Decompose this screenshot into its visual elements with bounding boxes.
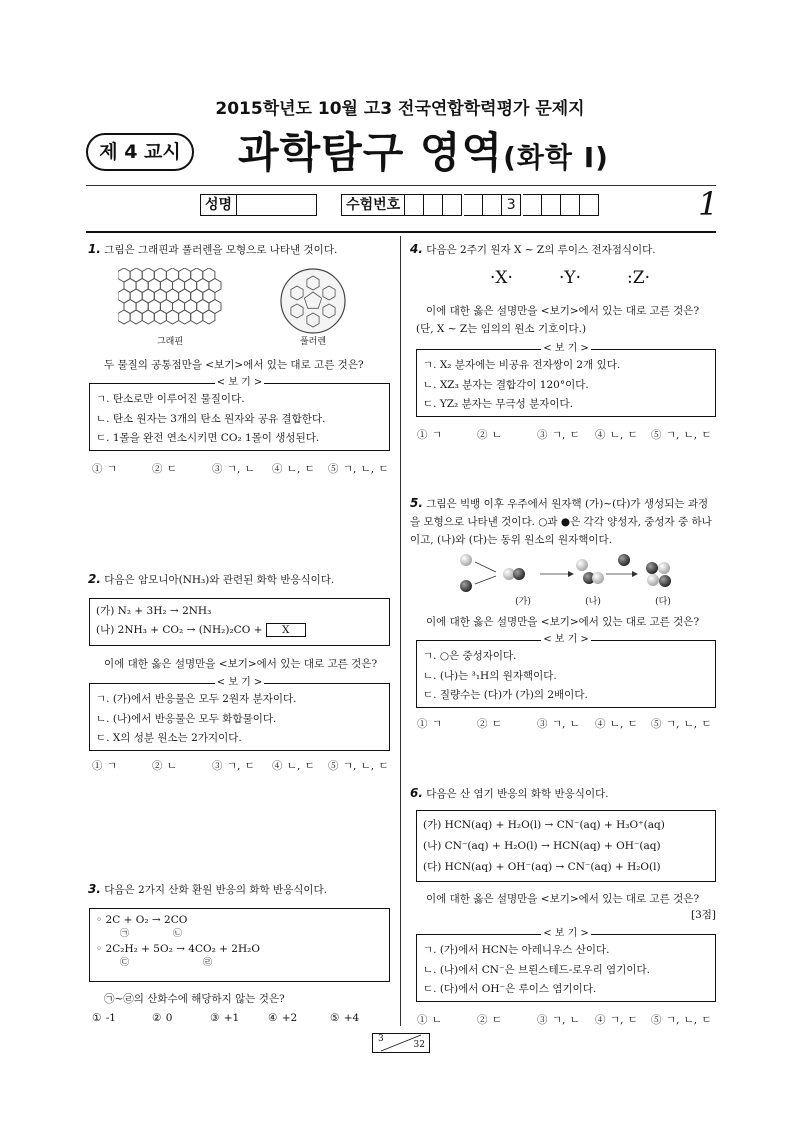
x-blank: X bbox=[266, 623, 306, 637]
question-6-text: 이에 대한 옳은 설명만을 <보기>에서 있는 대로 고른 것은? bbox=[426, 893, 700, 905]
bogi-item: ㄷ. 1몰을 완전 연소시키면 CO₂ 1몰이 생성된다. bbox=[96, 432, 320, 444]
total-pages: 32 bbox=[413, 1040, 425, 1050]
exam-digit-box[interactable] bbox=[561, 194, 580, 216]
question-number: 1. bbox=[88, 242, 101, 256]
exam-digit-box[interactable] bbox=[424, 194, 443, 216]
choice-5[interactable]: ⑤ +4 bbox=[330, 1012, 360, 1024]
question-number: 4. bbox=[410, 242, 423, 256]
bogi-item: ㄱ. (가)에서 HCN는 아레니우스 산이다. bbox=[423, 944, 610, 956]
choice-1[interactable]: ① ㄱ bbox=[92, 463, 117, 475]
bogi-item: ㄱ. (가)에서 반응물은 모두 2원자 분자이다. bbox=[96, 693, 297, 705]
choice-2[interactable]: ② 0 bbox=[152, 1012, 173, 1024]
subject-title bbox=[238, 120, 609, 180]
exam-digit-box[interactable] bbox=[464, 194, 483, 216]
header-rule bbox=[86, 185, 716, 186]
question-1-text: 두 물질의 공통점만을 <보기>에서 있는 대로 고른 것은? bbox=[104, 359, 364, 371]
bogi-item: ㄷ. 질량수는 (다)가 (가)의 2배이다. bbox=[423, 689, 588, 701]
choice-4[interactable]: ④ ㄴ, ㄷ bbox=[595, 718, 638, 730]
exam-digit-box[interactable] bbox=[580, 194, 599, 216]
choice-3[interactable]: ③ ㄱ, ㄷ bbox=[212, 760, 255, 772]
exam-digit-box[interactable]: 3 bbox=[502, 194, 521, 216]
choice-5[interactable]: ⑤ ㄱ, ㄴ, ㄷ bbox=[328, 463, 389, 475]
points-label: [3점] bbox=[690, 909, 716, 921]
mark: ㉣ bbox=[203, 958, 213, 968]
subject-main: 과학탐구 영역 bbox=[238, 128, 504, 177]
bogi-title: < 보 기 > bbox=[216, 677, 263, 688]
period-badge: 제 4 교시 bbox=[86, 133, 194, 171]
choice-1[interactable]: ① ㄴ bbox=[417, 1014, 442, 1026]
question-5-stem bbox=[410, 494, 716, 549]
q4-choices bbox=[417, 427, 722, 442]
choice-2[interactable]: ② ㄷ bbox=[477, 718, 502, 730]
q6-bogi-box bbox=[416, 928, 716, 1002]
bogi-item: ㄱ. X₂ 분자에는 비공유 전자쌍이 2개 있다. bbox=[423, 359, 621, 371]
question-number: 6. bbox=[410, 786, 423, 800]
mark: ㉡ bbox=[173, 929, 183, 939]
bogi-item: ㄴ. XZ₃ 분자는 결합각이 120°이다. bbox=[423, 378, 589, 391]
choice-4[interactable]: ④ ㄴ, ㄷ bbox=[272, 463, 315, 475]
lewis-z: :Z· bbox=[627, 268, 650, 288]
bogi-title: < 보 기 > bbox=[216, 377, 263, 388]
bogi-item: ㄴ. (나)에서 반응물은 모두 화합물이다. bbox=[96, 712, 277, 725]
question-3-text: ㉠∼㉣의 산화수에 해당하지 않는 것은? bbox=[104, 993, 285, 1005]
stem-text: 다음은 산 염기 반응의 화학 반응식이다. bbox=[426, 788, 609, 800]
page-counter bbox=[372, 1033, 430, 1053]
exam-digit-box[interactable] bbox=[523, 194, 542, 216]
q3-choices bbox=[92, 1012, 397, 1024]
proton-particle bbox=[460, 554, 472, 566]
reaction-2: ◦ 2C₂H₂ + 5O₂ → 4CO₂ + 2H₂O bbox=[96, 943, 260, 955]
exam-digit-box[interactable] bbox=[443, 194, 462, 216]
choice-4[interactable]: ④ ㄱ, ㄷ bbox=[595, 1014, 638, 1026]
reaction-1: ◦ 2C + O₂ → 2CO bbox=[96, 914, 188, 926]
choice-3[interactable]: ③ +1 bbox=[210, 1012, 240, 1024]
column-divider bbox=[400, 236, 401, 1026]
fullerene-model bbox=[278, 266, 348, 336]
current-page: 3 bbox=[378, 1034, 384, 1044]
info-bar bbox=[200, 194, 599, 216]
q2-reaction-box bbox=[89, 598, 390, 646]
info-gap bbox=[317, 194, 341, 216]
reaction-b: (나) 2NH₃ + CO₂ → (NH₂)₂CO + X bbox=[96, 621, 383, 640]
question-2-text: 이에 대한 옳은 설명만을 <보기>에서 있는 대로 고른 것은? bbox=[104, 658, 378, 670]
exam-digit-box[interactable] bbox=[483, 194, 502, 216]
choice-5[interactable]: ⑤ ㄱ, ㄴ, ㄷ bbox=[651, 429, 712, 441]
stem-text: 다음은 2가지 산화 환원 반응의 화학 반응식이다. bbox=[104, 884, 328, 896]
bogi-title: < 보 기 > bbox=[543, 928, 589, 939]
stem-text: 그림은 빅뱅 이후 우주에서 원자핵 (가)∼(다)가 생성되는 과정을 모형으로 나타낸 것이다. ○과 ●은 각각 양성자, 중성자 중 하나이고, (나)와 (다)는 동위 원소의 원자핵이다. bbox=[410, 498, 712, 546]
q1-bogi-box bbox=[89, 377, 390, 451]
question-6-stem bbox=[410, 784, 715, 803]
reaction-a: (가) N₂ + 3H₂ → 2NH₃ bbox=[96, 605, 212, 617]
choice-4[interactable]: ④ ㄴ, ㄷ bbox=[595, 429, 638, 441]
question-4-text: 이에 대한 옳은 설명만을 <보기>에서 있는 대로 고른 것은? (단, X ∼ Z는 임의의 원소 기호이다.) bbox=[416, 305, 700, 335]
lewis-x: ·X· bbox=[490, 268, 513, 288]
mark: ㉢ bbox=[120, 958, 130, 968]
bogi-item: ㄷ. (다)에서 OH⁻은 루이스 염기이다. bbox=[423, 983, 597, 995]
choice-1[interactable]: ① ㄱ bbox=[417, 429, 442, 441]
choice-3[interactable]: ③ ㄱ, ㄷ bbox=[537, 429, 580, 441]
graphene-label: 그래핀 bbox=[156, 337, 184, 347]
reaction-ga: (가) HCN(aq) + H₂O(l) → CN⁻(aq) + H₃O⁺(aq) bbox=[423, 819, 665, 831]
q4-bogi-box bbox=[416, 343, 716, 417]
bogi-item: ㄱ. ○은 중성자이다. bbox=[423, 650, 517, 662]
choice-5[interactable]: ⑤ ㄱ, ㄴ, ㄷ bbox=[651, 718, 712, 730]
name-label: 성명 bbox=[200, 194, 237, 216]
question-3-stem bbox=[88, 880, 393, 899]
question-number: 5. bbox=[410, 496, 423, 510]
question-2-stem bbox=[88, 570, 393, 589]
page-number: 1 bbox=[698, 185, 719, 223]
subject-sub: (화학 Ⅰ) bbox=[503, 141, 609, 174]
label-ga: (가) bbox=[515, 597, 531, 607]
choice-4[interactable]: ④ +2 bbox=[268, 1012, 298, 1024]
reaction-1-marks bbox=[96, 929, 383, 941]
nucleosynthesis-diagram bbox=[452, 552, 692, 594]
q2-bogi-box bbox=[89, 677, 390, 751]
bogi-item: ㄴ. (나)는 ³₁H의 원자핵이다. bbox=[423, 669, 557, 682]
exam-title: 2015학년도 10월 고3 전국연합학력평가 문제지 bbox=[215, 99, 585, 119]
label-da: (다) bbox=[655, 597, 671, 607]
choice-2[interactable]: ② ㄴ bbox=[152, 760, 177, 772]
stem-text: 그림은 그래핀과 풀러렌을 모형으로 나타낸 것이다. bbox=[104, 244, 338, 256]
reaction-da: (다) HCN(aq) + OH⁻(aq) → CN⁻(aq) + H₂O(l) bbox=[423, 861, 661, 873]
bogi-title: < 보 기 > bbox=[543, 343, 589, 354]
stem-text: 다음은 2주기 원자 X ∼ Z의 루이스 전자점식이다. bbox=[426, 244, 656, 256]
reaction-2-marks bbox=[96, 958, 383, 970]
choice-1[interactable]: ① ㄱ bbox=[417, 718, 442, 730]
q1-choices bbox=[92, 461, 397, 476]
exam-digit-box[interactable] bbox=[405, 194, 424, 216]
mark: ㉠ bbox=[120, 929, 130, 939]
choice-3[interactable]: ③ ㄱ, ㄴ bbox=[537, 1014, 580, 1026]
q5-choices bbox=[417, 716, 722, 731]
neutron-particle bbox=[460, 580, 472, 592]
graphene-model bbox=[118, 268, 228, 330]
q2-choices bbox=[92, 758, 397, 773]
bogi-title: < 보 기 > bbox=[543, 634, 589, 645]
main-rule bbox=[86, 231, 716, 233]
question-5-text: 이에 대한 옳은 설명만을 <보기>에서 있는 대로 고른 것은? bbox=[426, 616, 700, 628]
choice-2[interactable]: ② ㄷ bbox=[477, 1014, 502, 1026]
q6-choices bbox=[417, 1012, 722, 1027]
bogi-item: ㄴ. (나)에서 CN⁻은 브뢴스테드-로우리 염기이다. bbox=[423, 963, 650, 976]
choice-3[interactable]: ③ ㄱ, ㄴ bbox=[212, 463, 255, 475]
question-number: 2. bbox=[88, 572, 101, 586]
choice-1[interactable]: ① -1 bbox=[92, 1012, 116, 1024]
choice-5[interactable]: ⑤ ㄱ, ㄴ, ㄷ bbox=[651, 1014, 712, 1026]
label-na: (나) bbox=[585, 597, 601, 607]
exam-number-label: 수험번호 bbox=[341, 194, 405, 216]
choice-5[interactable]: ⑤ ㄱ, ㄴ, ㄷ bbox=[328, 760, 389, 772]
bogi-item: ㄷ. X의 성분 원소는 2가지이다. bbox=[96, 732, 242, 744]
q5-bogi-box bbox=[416, 634, 716, 708]
lewis-structures bbox=[490, 268, 650, 288]
choice-4[interactable]: ④ ㄴ, ㄷ bbox=[272, 760, 315, 772]
question-number: 3. bbox=[88, 882, 101, 896]
reaction-na: (나) CN⁻(aq) + H₂O(l) → HCN(aq) + OH⁻(aq) bbox=[423, 840, 661, 852]
choice-3[interactable]: ③ ㄱ, ㄴ bbox=[537, 718, 580, 730]
q6-reaction-box bbox=[416, 810, 716, 882]
bogi-item: ㄷ. YZ₂ 분자는 무극성 분자이다. bbox=[423, 398, 574, 410]
exam-digit-box[interactable] bbox=[542, 194, 561, 216]
choice-2[interactable]: ② ㄷ bbox=[152, 463, 177, 475]
fullerene-label: 풀러렌 bbox=[299, 337, 327, 347]
stem-text: 다음은 암모니아(NH₃)와 관련된 화학 반응식이다. bbox=[104, 574, 335, 586]
question-1-stem bbox=[88, 240, 393, 259]
choice-2[interactable]: ② ㄴ bbox=[477, 429, 502, 441]
bogi-item: ㄱ. 탄소로만 이루어진 물질이다. bbox=[96, 393, 245, 405]
choice-1[interactable]: ① ㄱ bbox=[92, 760, 117, 772]
lewis-y: ·Y· bbox=[558, 268, 581, 288]
question-4-stem bbox=[410, 240, 715, 259]
q3-reaction-box bbox=[89, 908, 390, 982]
bogi-item: ㄴ. 탄소 원자는 3개의 탄소 원자와 공유 결합한다. bbox=[96, 412, 326, 425]
name-field[interactable] bbox=[237, 194, 317, 216]
